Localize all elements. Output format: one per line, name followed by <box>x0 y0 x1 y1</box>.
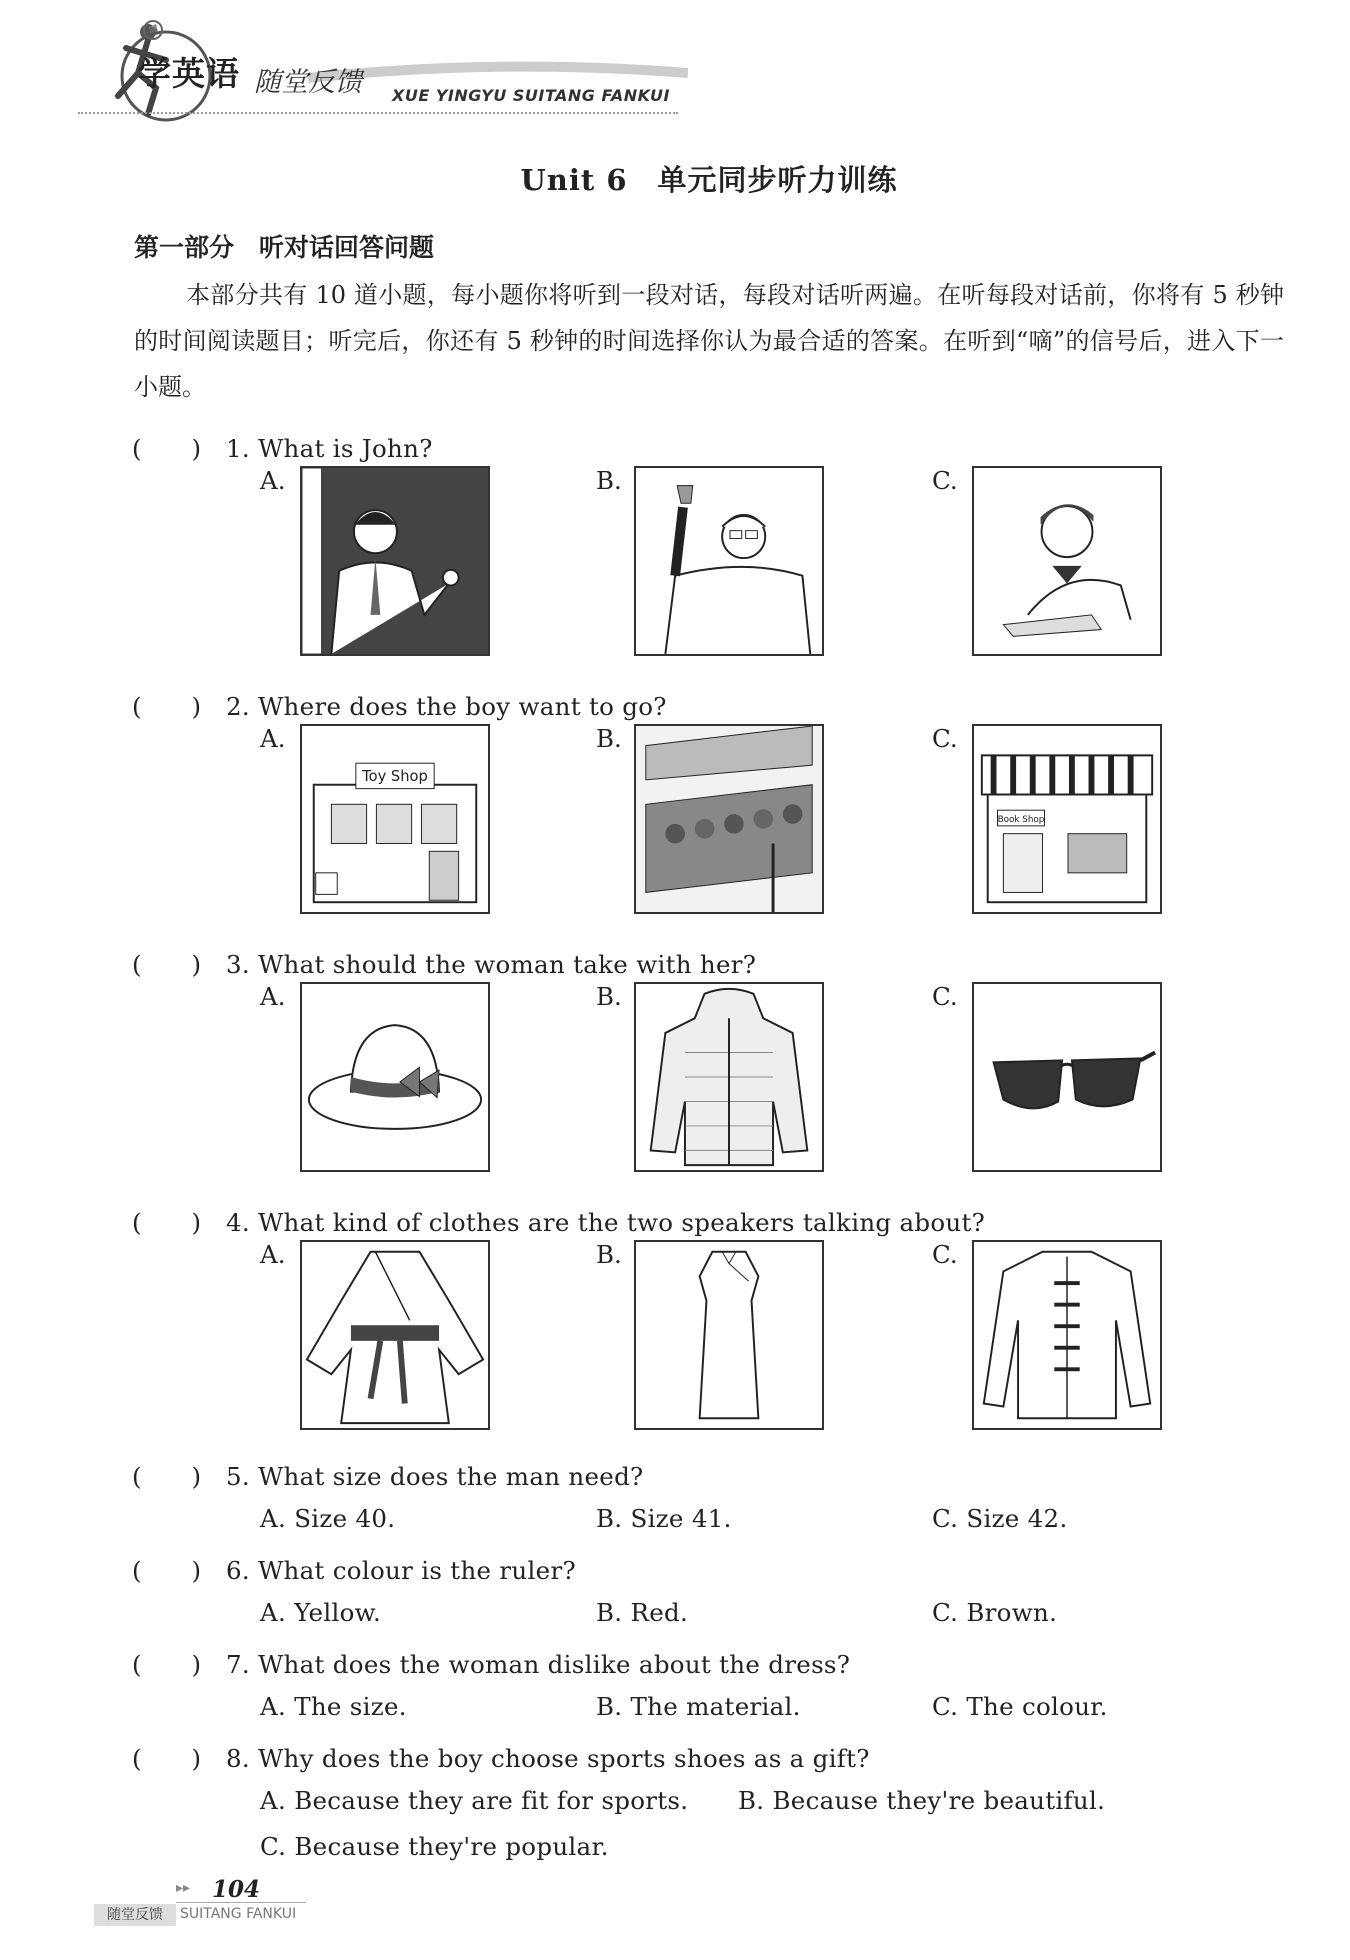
option-text: Size 42. <box>966 1504 1068 1533</box>
market-icon <box>634 724 824 914</box>
option-label: B. <box>596 1240 622 1269</box>
option-label: C. <box>932 724 958 753</box>
footer-pinyin: SUITANG FANKUI <box>180 1906 297 1922</box>
answer-option[interactable] <box>738 1786 1105 1815</box>
answer-option[interactable] <box>932 1504 1068 1533</box>
option-label: B. <box>596 1692 623 1721</box>
qipao-icon <box>634 1240 824 1430</box>
unit-title: Unit 6 单元同步听力训练 <box>520 163 898 197</box>
question-text: What size does the man need? <box>258 1462 644 1491</box>
option-label: B. <box>596 982 622 1011</box>
option-label: C. <box>932 982 958 1011</box>
shop-sign: Book Shop <box>997 814 1045 825</box>
question-line <box>132 1740 870 1775</box>
hat-icon <box>300 982 490 1172</box>
question-number: 4. <box>226 1208 250 1237</box>
option-label: C. <box>932 466 958 495</box>
answer-option[interactable] <box>260 1692 407 1721</box>
question-number: 5. <box>226 1462 250 1491</box>
option-text: Because they are fit for sports. <box>294 1786 689 1815</box>
option-text: Size 41. <box>630 1504 732 1533</box>
question-line <box>132 1458 644 1493</box>
option-text: Brown. <box>966 1598 1058 1627</box>
option-label: B. <box>596 1598 623 1627</box>
page-number: 104 <box>212 1876 261 1903</box>
question-number: 7. <box>226 1650 250 1679</box>
option-text: Red. <box>630 1598 689 1627</box>
option-label: B. <box>738 1786 765 1815</box>
question-line <box>132 688 667 723</box>
option-text: The material. <box>630 1692 801 1721</box>
answer-blank[interactable]: ( ) <box>132 1650 202 1679</box>
option-label: A. <box>260 466 286 495</box>
option-label: C. <box>932 1598 959 1627</box>
option-label: A. <box>260 1240 286 1269</box>
option-label: B. <box>596 1504 623 1533</box>
answer-blank[interactable]: ( ) <box>132 1744 202 1773</box>
option-text: Because they're popular. <box>294 1832 609 1861</box>
footer-label: 随堂反馈 <box>94 1904 176 1926</box>
question-text: What colour is the ruler? <box>258 1556 576 1585</box>
question-line <box>132 1552 576 1587</box>
answer-option[interactable] <box>596 1598 688 1627</box>
question-text: What kind of clothes are the two speakers talking about? <box>258 1208 986 1237</box>
option-label: A. <box>260 724 286 753</box>
answer-option[interactable] <box>932 1692 1108 1721</box>
question-line <box>132 1646 850 1681</box>
option-label: C. <box>932 1504 959 1533</box>
option-label: C. <box>932 1240 958 1269</box>
question-text: What should the woman take with her? <box>258 950 757 979</box>
shop-sign: Toy Shop <box>362 767 428 785</box>
footer-arrow-icon: ▸▸ <box>176 1880 191 1896</box>
option-text: Because they're beautiful. <box>772 1786 1106 1815</box>
student-icon <box>972 466 1162 656</box>
book-shop-icon <box>972 724 1162 914</box>
question-number: 1. <box>226 434 250 463</box>
answer-blank[interactable]: ( ) <box>132 950 202 979</box>
option-label: A. <box>260 1598 287 1627</box>
tang-suit-icon <box>972 1240 1162 1430</box>
answer-blank[interactable]: ( ) <box>132 1208 202 1237</box>
question-number: 8. <box>226 1744 250 1773</box>
question-line <box>132 1204 985 1239</box>
answer-option[interactable] <box>260 1786 688 1815</box>
option-label: A. <box>260 1692 287 1721</box>
option-label: C. <box>260 1832 287 1861</box>
option-text: Yellow. <box>294 1598 382 1627</box>
answer-blank[interactable]: ( ) <box>132 434 202 463</box>
question-number: 6. <box>226 1556 250 1585</box>
option-label: A. <box>260 982 286 1011</box>
option-label: A. <box>260 1786 287 1815</box>
brand-subtitle: 随堂反馈 <box>254 67 362 98</box>
sunglasses-icon <box>972 982 1162 1172</box>
brand-pinyin: XUE YINGYU SUITANG FANKUI <box>392 86 670 105</box>
hanfu-icon <box>300 1240 490 1430</box>
answer-blank[interactable]: ( ) <box>132 692 202 721</box>
section-title: 第一部分 听对话回答问题 <box>134 233 435 262</box>
answer-option[interactable] <box>260 1504 395 1533</box>
option-label: B. <box>596 466 622 495</box>
answer-blank[interactable]: ( ) <box>132 1556 202 1585</box>
answer-option[interactable] <box>932 1598 1057 1627</box>
brand-title: 学英语 <box>138 54 240 93</box>
header-divider <box>78 112 678 114</box>
question-line <box>132 946 756 981</box>
teacher-icon <box>300 466 490 656</box>
option-text: Size 40. <box>294 1504 396 1533</box>
question-text: What does the woman dislike about the dress? <box>258 1650 851 1679</box>
question-text: Where does the boy want to go? <box>258 692 667 721</box>
option-text: The size. <box>294 1692 407 1721</box>
toy-shop-icon <box>300 724 490 914</box>
option-label: C. <box>932 1692 959 1721</box>
option-label: B. <box>596 724 622 753</box>
answer-option[interactable] <box>260 1832 609 1861</box>
answer-option[interactable] <box>596 1692 801 1721</box>
option-text: The colour. <box>966 1692 1108 1721</box>
answer-option[interactable] <box>596 1504 732 1533</box>
answer-blank[interactable]: ( ) <box>132 1462 202 1491</box>
scientist-icon <box>634 466 824 656</box>
option-label: A. <box>260 1504 287 1533</box>
instructions-paragraph: 本部分共有 10 道小题，每小题你将听到一段对话，每段对话听两遍。在听每段对话前，你将有 5 秒钟的时间阅读题目；听完后，你还有 5 秒钟的时间选择你认为最合适的答案。在听到“嘀”的信号后，进入下一小题。 <box>134 281 1284 401</box>
question-text: What is John? <box>258 434 433 463</box>
footer-divider <box>176 1902 306 1903</box>
answer-option[interactable] <box>260 1598 381 1627</box>
question-number: 2. <box>226 692 250 721</box>
coat-icon <box>634 982 824 1172</box>
question-line <box>132 430 433 465</box>
question-number: 3. <box>226 950 250 979</box>
question-text: Why does the boy choose sports shoes as a gift? <box>258 1744 870 1773</box>
